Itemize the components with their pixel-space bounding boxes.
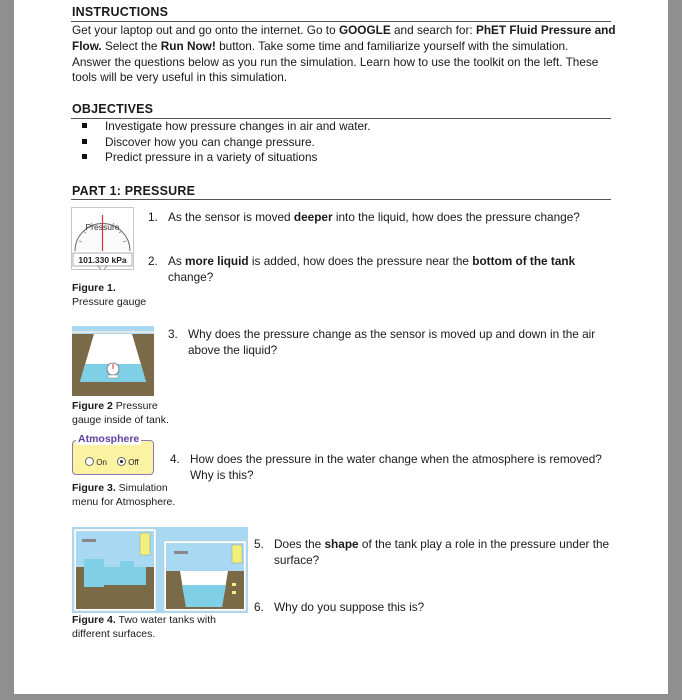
bullet-icon [82, 139, 87, 144]
objectives-heading: OBJECTIVES [72, 102, 154, 116]
atmosphere-panel-title: Atmosphere [78, 433, 140, 445]
question-5: 5. Does the shape of the tank play a role in the pressure under the surface? [254, 537, 610, 567]
question-6: 6. Why do you suppose this is? [254, 600, 425, 614]
instructions-rule [71, 21, 611, 22]
radio-selected-icon [117, 457, 126, 466]
question-2: 2. As more liquid is added, how does the pressure near the bottom of the tank change? [148, 254, 576, 284]
instructions-line: Flow. Select the Run Now! button. Take some time and familiarize yourself with the simulation. [72, 38, 569, 53]
part1-rule [71, 199, 611, 200]
tank-image [72, 326, 154, 396]
instructions-heading: INSTRUCTIONS [72, 5, 169, 19]
instructions-line: Answer the questions below as you run the simulation. Learn how to use the toolkit on the left. These [72, 54, 599, 69]
objective-item: Predict pressure in a variety of situations [82, 150, 602, 166]
gauge-reading: 101.330 kPa [78, 255, 127, 265]
objectives-list [82, 119, 602, 166]
figure3-caption: Figure 3. Simulation menu for Atmosphere. [72, 482, 176, 508]
objective-item: Discover how you can change pressure. [82, 135, 602, 151]
instructions-text [72, 23, 632, 86]
part1-heading: PART 1: PRESSURE [72, 184, 196, 198]
atmosphere-off-option: Off [117, 457, 139, 467]
objective-item: Investigate how pressure changes in air and water. [82, 119, 602, 135]
figure2-tank-image [72, 326, 154, 396]
question-4: 4. How does the pressure in the water change when the atmosphere is removed? Why is this? [170, 452, 602, 482]
two-tanks-image [72, 527, 248, 613]
figure4-two-tanks-image [72, 527, 248, 613]
figure3-atmosphere-panel [72, 433, 154, 475]
atmosphere-on-option: On [85, 457, 107, 467]
question-3: 3. Why does the pressure change as the sensor is moved up and down in the air above the liquid? [168, 327, 596, 357]
bullet-icon [82, 154, 87, 159]
figure2-caption: Figure 2 Pressure gauge inside of tank. [72, 400, 169, 426]
instructions-line: Get your laptop out and go onto the internet. Go to GOOGLE and search for: PhET Fluid Pressure and [72, 23, 616, 37]
figure1-caption: Figure 1. Pressure gauge [72, 282, 147, 308]
instructions-line: tools will be very useful in this simulation. [72, 70, 288, 85]
bullet-icon [82, 123, 87, 128]
worksheet-page [14, 0, 668, 694]
figure1-pressure-gauge [71, 207, 134, 270]
question-1: 1. As the sensor is moved deeper into the liquid, how does the pressure change? [148, 210, 580, 224]
radio-off-icon [85, 457, 94, 466]
gauge-label: Pressure [85, 222, 120, 232]
figure4-caption: Figure 4. Two water tanks with different surfaces. [72, 614, 216, 640]
